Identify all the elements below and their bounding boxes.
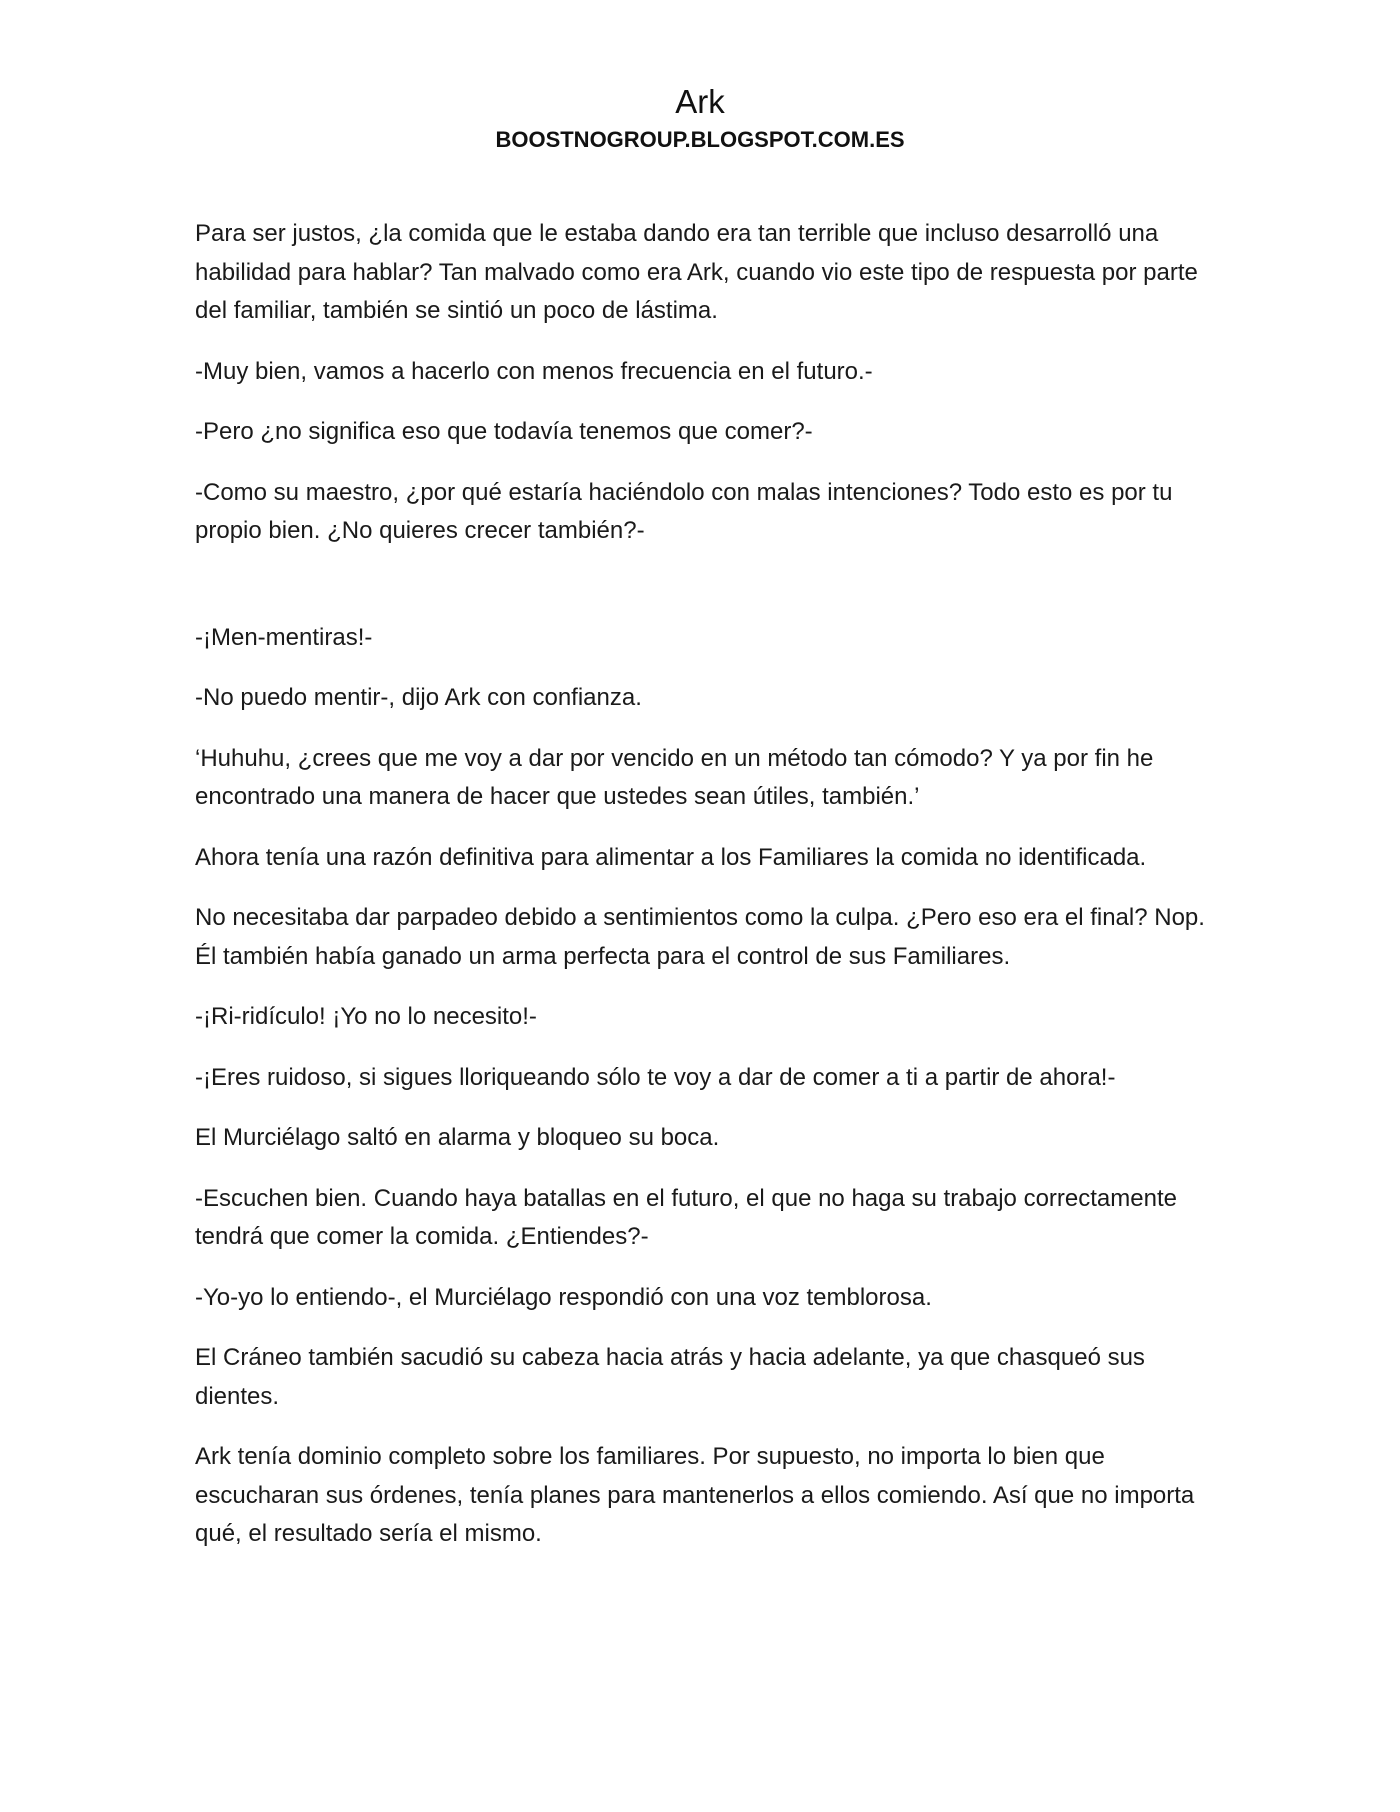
paragraph-6: -No puedo mentir-, dijo Ark con confianza. <box>195 684 642 711</box>
paragraph-13: -Escuchen bien. Cuando haya batallas en el futuro, el que no haga su trabajo correctamente tendrá que comer la comida. ¿Entiendes?- <box>195 1184 1177 1250</box>
paragraph-7: ‘Huhuhu, ¿crees que me voy a dar por vencido en un método tan cómodo? Y ya por fin he encontrado una manera de hacer que ustedes sean útiles, también.’ <box>195 744 1154 810</box>
document-header <box>0 82 1400 154</box>
paragraph-3: -Pero ¿no significa eso que todavía tenemos que comer?- <box>195 418 813 445</box>
paragraph-10: -¡Ri-ridículo! ¡Yo no lo necesito!- <box>195 1003 537 1030</box>
paragraph-15: El Cráneo también sacudió su cabeza hacia atrás y hacia adelante, ya que chasqueó sus dientes. <box>195 1344 1145 1410</box>
paragraph-5: -¡Men-mentiras!- <box>195 623 373 651</box>
document-subtitle: BOOSTNOGROUP.BLOGSPOT.COM.ES <box>495 127 905 152</box>
paragraph-2: -Muy bien, vamos a hacerlo con menos frecuencia en el futuro.- <box>195 357 873 385</box>
document-body <box>195 215 1215 1576</box>
paragraph-4: -Como su maestro, ¿por qué estaría haciéndolo con malas intenciones? Todo esto es por tu propio bien. ¿No quieres crecer también?- <box>195 478 1173 544</box>
paragraph-9: No necesitaba dar parpadeo debido a sentimientos como la culpa. ¿Pero eso era el final? Nop. Él también había ganado un arma perfecta para el control de sus Familiares. <box>195 904 1205 970</box>
paragraph-8: Ahora tenía una razón definitiva para alimentar a los Familiares la comida no identificada. <box>195 843 1147 871</box>
paragraph-12: El Murciélago saltó en alarma y bloqueo su boca. <box>195 1124 720 1151</box>
paragraph-14: -Yo-yo lo entiendo-, el Murciélago respondió con una voz temblorosa. <box>195 1283 932 1311</box>
paragraph-1: Para ser justos, ¿la comida que le estaba dando era tan terrible que incluso desarrolló una habilidad para hablar? Tan malvado como era Ark, cuando vio este tipo de respuesta por parte del familiar, también se sintió un poco de lástima. <box>195 220 1198 324</box>
paragraph-16: Ark tenía dominio completo sobre los familiares. Por supuesto, no importa lo bien que escucharan sus órdenes, tenía planes para mantenerlos a ellos comiendo. Así que no importa qué, el resultado sería el mismo. <box>195 1443 1195 1547</box>
paragraph-11: -¡Eres ruidoso, si sigues lloriqueando sólo te voy a dar de comer a ti a partir de ahora!- <box>195 1063 1116 1091</box>
document-title: Ark <box>675 83 725 120</box>
